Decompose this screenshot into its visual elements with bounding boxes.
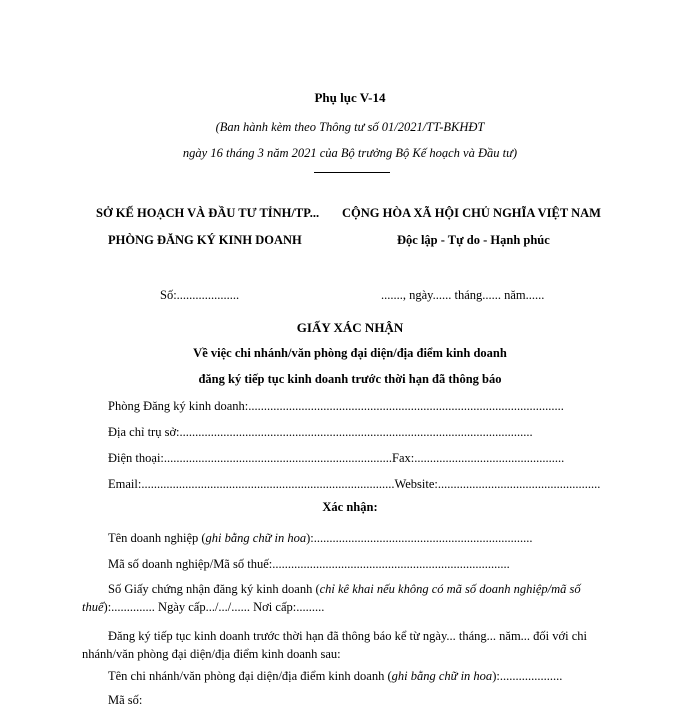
appendix-issued-line-2: ngày 16 tháng 3 năm 2021 của Bộ trưởng Bộ Kế hoạch và Đầu tư) — [182, 146, 518, 160]
appendix-title: Phụ lục V-14 — [314, 90, 386, 105]
company-name-label: Tên doanh nghiệp ( — [108, 531, 206, 545]
address-line: Địa chỉ trụ sở:................................................................................................................. — [108, 425, 533, 439]
national-motto: Độc lập - Tự do - Hạnh phúc — [397, 233, 550, 247]
phone-fax-line — [108, 450, 616, 466]
document-subject-1: Về việc chi nhánh/văn phòng đại diện/địa điểm kinh doanh — [193, 346, 507, 360]
company-name-line — [108, 530, 616, 546]
branch-name-hint: ghi bằng chữ in hoa — [391, 669, 493, 683]
phone-label: Điện thoại: — [108, 451, 164, 465]
company-name-hint: ghi bằng chữ in hoa — [205, 531, 307, 545]
branch-name-label: Tên chi nhánh/văn phòng đại diện/địa điểm kinh doanh ( — [108, 669, 392, 683]
confirm-heading: Xác nhận: — [322, 500, 378, 514]
document-subject-2: đăng ký tiếp tục kinh doanh trước thời hạn đã thông báo — [198, 372, 502, 386]
branch-name-line — [108, 668, 616, 684]
branch-name-dots: ):.................... — [492, 669, 563, 683]
fax-dots: ................................................ — [414, 451, 565, 465]
email-label: Email: — [108, 477, 142, 491]
certificate-hint: chỉ kê khai nếu không có mã số doanh nghiệp/mã số thuế — [82, 582, 581, 614]
document-title: GIẤY XÁC NHẬN — [296, 320, 404, 335]
certificate-paragraph — [82, 580, 618, 616]
certificate-dots: ):.............. Ngày cấp.../.../...... Nơi cấp:......... — [103, 600, 325, 614]
tax-code-line: Mã số doanh nghiệp/Mã số thuế:............................................................................ — [108, 557, 510, 571]
branch-code-line-partial: Mã số: — [108, 693, 143, 707]
title-divider — [314, 172, 390, 173]
company-name-dots: ):...................................................................... — [306, 531, 533, 545]
national-title: CỘNG HÒA XÃ HỘI CHỦ NGHĨA VIỆT NAM — [342, 206, 601, 220]
issuing-department: SỞ KẾ HOẠCH VÀ ĐẦU TƯ TỈNH/TP... — [96, 206, 320, 220]
website-dots: .................................................... — [437, 477, 601, 491]
email-dots: ................................................................................. — [141, 477, 395, 491]
registration-office: PHÒNG ĐĂNG KÝ KINH DOANH — [108, 233, 302, 247]
office-line: Phòng Đăng ký kinh doanh:..................................................................................................... — [108, 399, 564, 413]
document-date: ......., ngày...... tháng...... năm...... — [381, 288, 545, 302]
appendix-issued-line-1: (Ban hành kèm theo Thông tư số 01/2021/TT-BKHĐT — [215, 120, 485, 134]
fax-label: Fax: — [392, 451, 415, 465]
phone-dots: ......................................................................... — [163, 451, 393, 465]
website-label: Website: — [394, 477, 438, 491]
certificate-label: Số Giấy chứng nhận đăng ký kinh doanh ( — [108, 582, 320, 596]
email-website-line — [108, 476, 616, 492]
resume-paragraph: Đăng ký tiếp tục kinh doanh trước thời hạn đã thông báo kể từ ngày... tháng... năm... đối với chi nhánh/văn phòng đại diện/địa điểm kinh doanh sau: — [82, 629, 588, 661]
document-number: Số:.................... — [160, 288, 240, 302]
